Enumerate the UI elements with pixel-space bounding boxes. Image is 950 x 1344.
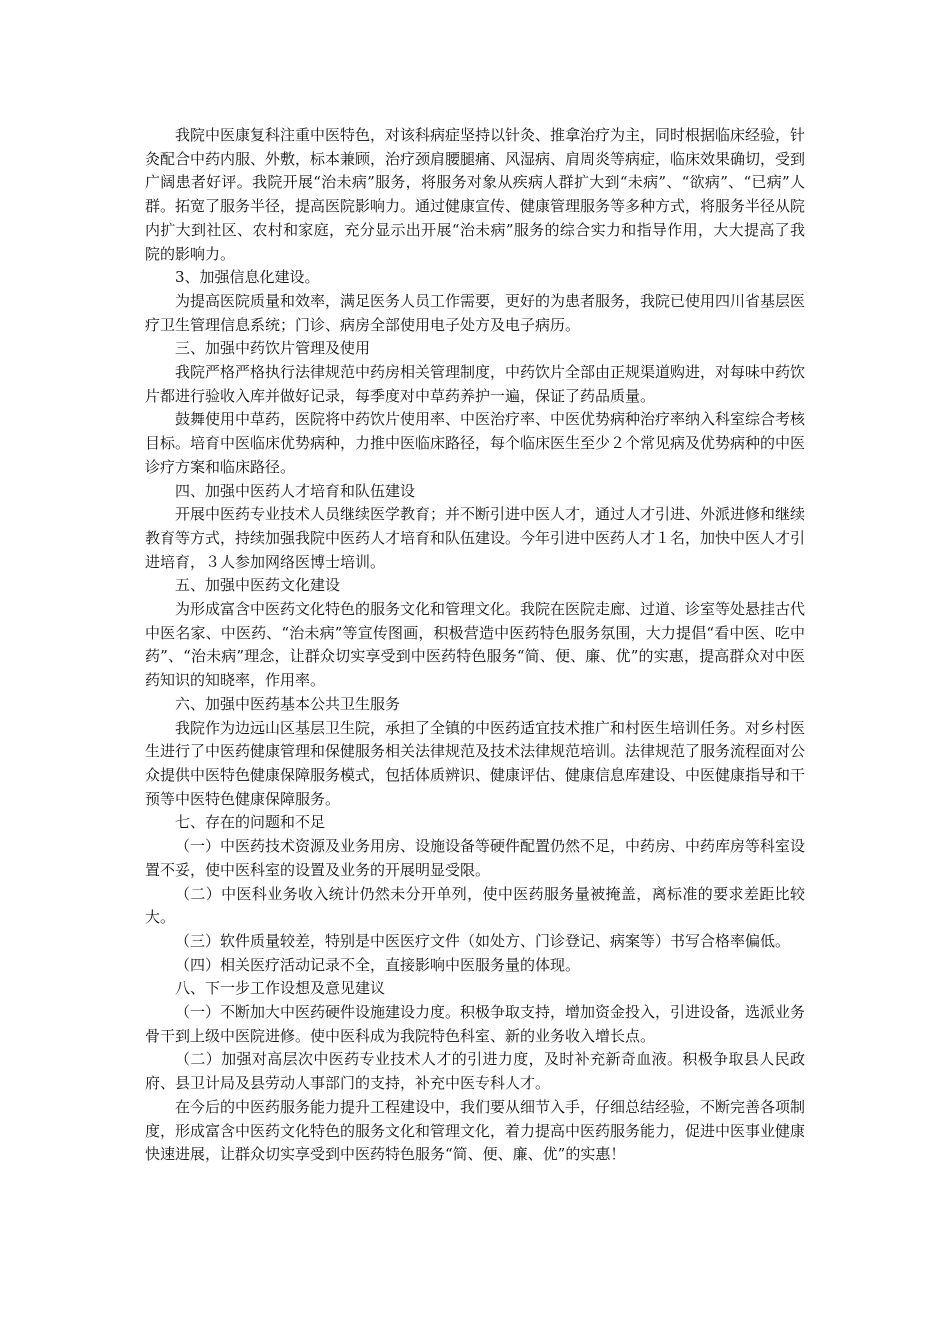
paragraph-rehab-department: 我院中医康复科注重中医特色，对该科病症坚持以针灸、推拿治疗为主，同时根据临床经验，针灸配合中药内服、外敷，标本兼顾，治疗颈肩腰腿痛、风湿病、肩周炎等病症，临床效果确切，受到广阔患者好评。我院开展“治未病”服务，将服务对象从疾病人群扩大到“未病”、“欲病”、“已病”人群。拓宽了服务半径，提高医院影响力。通过健康宣传、健康管理服务等多种方式，将服务半径从院内扩大到社区、农村和家庭，充分显示出开展“治未病”服务的综合实力和指导作用，大大提高了我院的影响力。: [145, 126, 806, 263]
paragraph-informatization: 为提高医院质量和效率，满足医务人员工作需要，更好的为患者服务，我院已使用四川省基层医疗卫生管理信息系统；门诊、病房全部使用电子处方及电子病历。: [145, 291, 806, 334]
paragraph-herbal-usage: 鼓舞使用中草药，医院将中药饮片使用率、中医治疗率、中医优势病种治疗率纳入科室综合考核目标。培育中医临床优势病种，力推中医临床路径，每个临床医生至少２个常见病及优势病种的中医诊疗方案和临床路径。: [145, 410, 806, 476]
heading-section-3: 三、加强中药饮片管理及使用: [175, 339, 371, 358]
paragraph-talent-training: 开展中医药专业技术人员继续医学教育；并不断引进中医人才，通过人才引进、外派进修和继续教育等方式，持续加强我院中医药人才培育和队伍建设。今年引进中医药人才１名，加快中医人才引进培育，３人参加网络医博士培训。: [145, 505, 806, 571]
paragraph-conclusion: 在今后的中医药服务能力提升工程建设中，我们要从细节入手，仔细总结经验，不断完善各项制度，形成富含中医药文化特色的服务文化和管理文化，着力提高中医药服务能力，促进中医事业健康快速进展，让群众切实享受到中医药特色服务“简、便、廉、优”的实惠！: [145, 1097, 806, 1164]
plan-item-1: （一）不断加大中医药硬件设施建设力度。积极争取支持，增加资金投入，引进设备，选派业务骨干到上级中医院进修。使中医科成为我院特色科室、新的业务收入增长点。: [145, 1003, 806, 1045]
paragraph-herbal-management: 我院严格严格执行法律规范中药房相关管理制度，中药饮片全部由正规渠道购进，对每味中药饮片都进行验收入库并做好记录，每季度对中草药养护一遍，保证了药品质量。: [145, 363, 806, 405]
heading-informatization: 3、加强信息化建设。: [175, 268, 320, 287]
heading-section-5: 五、加强中医药文化建设: [175, 576, 341, 595]
document-body: [145, 124, 805, 1167]
heading-section-6: 六、加强中医药基本公共卫生服务: [175, 694, 401, 713]
heading-section-4: 四、加强中医药人才培育和队伍建设: [175, 481, 416, 500]
heading-section-8: 八、下一步工作设想及意见建议: [175, 979, 386, 998]
heading-section-7: 七、存在的问题和不足: [175, 813, 326, 832]
paragraph-public-health: 我院作为边远山区基层卫生院，承担了全镇的中医药适宜技术推广和村医生培训任务。对乡村医生进行了中医药健康管理和保健服务相关法律规范及技术法律规范培训。法律规范了服务流程面对公众提供中医特色健康保障服务模式，包括体质辨识、健康评估、健康信息库建设、中医健康指导和干预等中医特色健康保障服务。: [145, 718, 806, 808]
plan-item-2: （二）加强对高层次中医药专业技术人才的引进力度，及时补充新奇血液。积极争取县人民政府、县卫计局及县劳动人事部门的支持，补充中医专科人才。: [145, 1050, 805, 1093]
problem-item-1: （一）中医药技术资源及业务用房、设施设备等硬件配置仍然不足，中药房、中药库房等科室设置不妥，使中医科室的设置及业务的开展明显受限。: [145, 837, 806, 879]
problem-item-3: （三）软件质量较差，特别是中医医疗文件（如处方、门诊登记、病案等）书写合格率偏低。: [175, 931, 791, 950]
paragraph-culture: 为形成富含中医药文化特色的服务文化和管理文化。我院在医院走廊、过道、诊室等处悬挂古代中医名家、中医药、“治未病”等宣传图画，积极营造中医药特色服务氛围，大力提倡“看中医、吃中药”、“治未病”理念，让群众切实享受到中医药特色服务“简、便、廉、优”的实惠，提高群众对中医药知识的知晓率，作用率。: [145, 600, 806, 690]
problem-item-2: （二）中医科业务收入统计仍然未分开单列，使中医药服务量被掩盖，离标准的要求差距比较大。: [145, 884, 805, 927]
problem-item-4: （四）相关医疗活动记录不全，直接影响中医服务量的体现。: [175, 955, 581, 974]
